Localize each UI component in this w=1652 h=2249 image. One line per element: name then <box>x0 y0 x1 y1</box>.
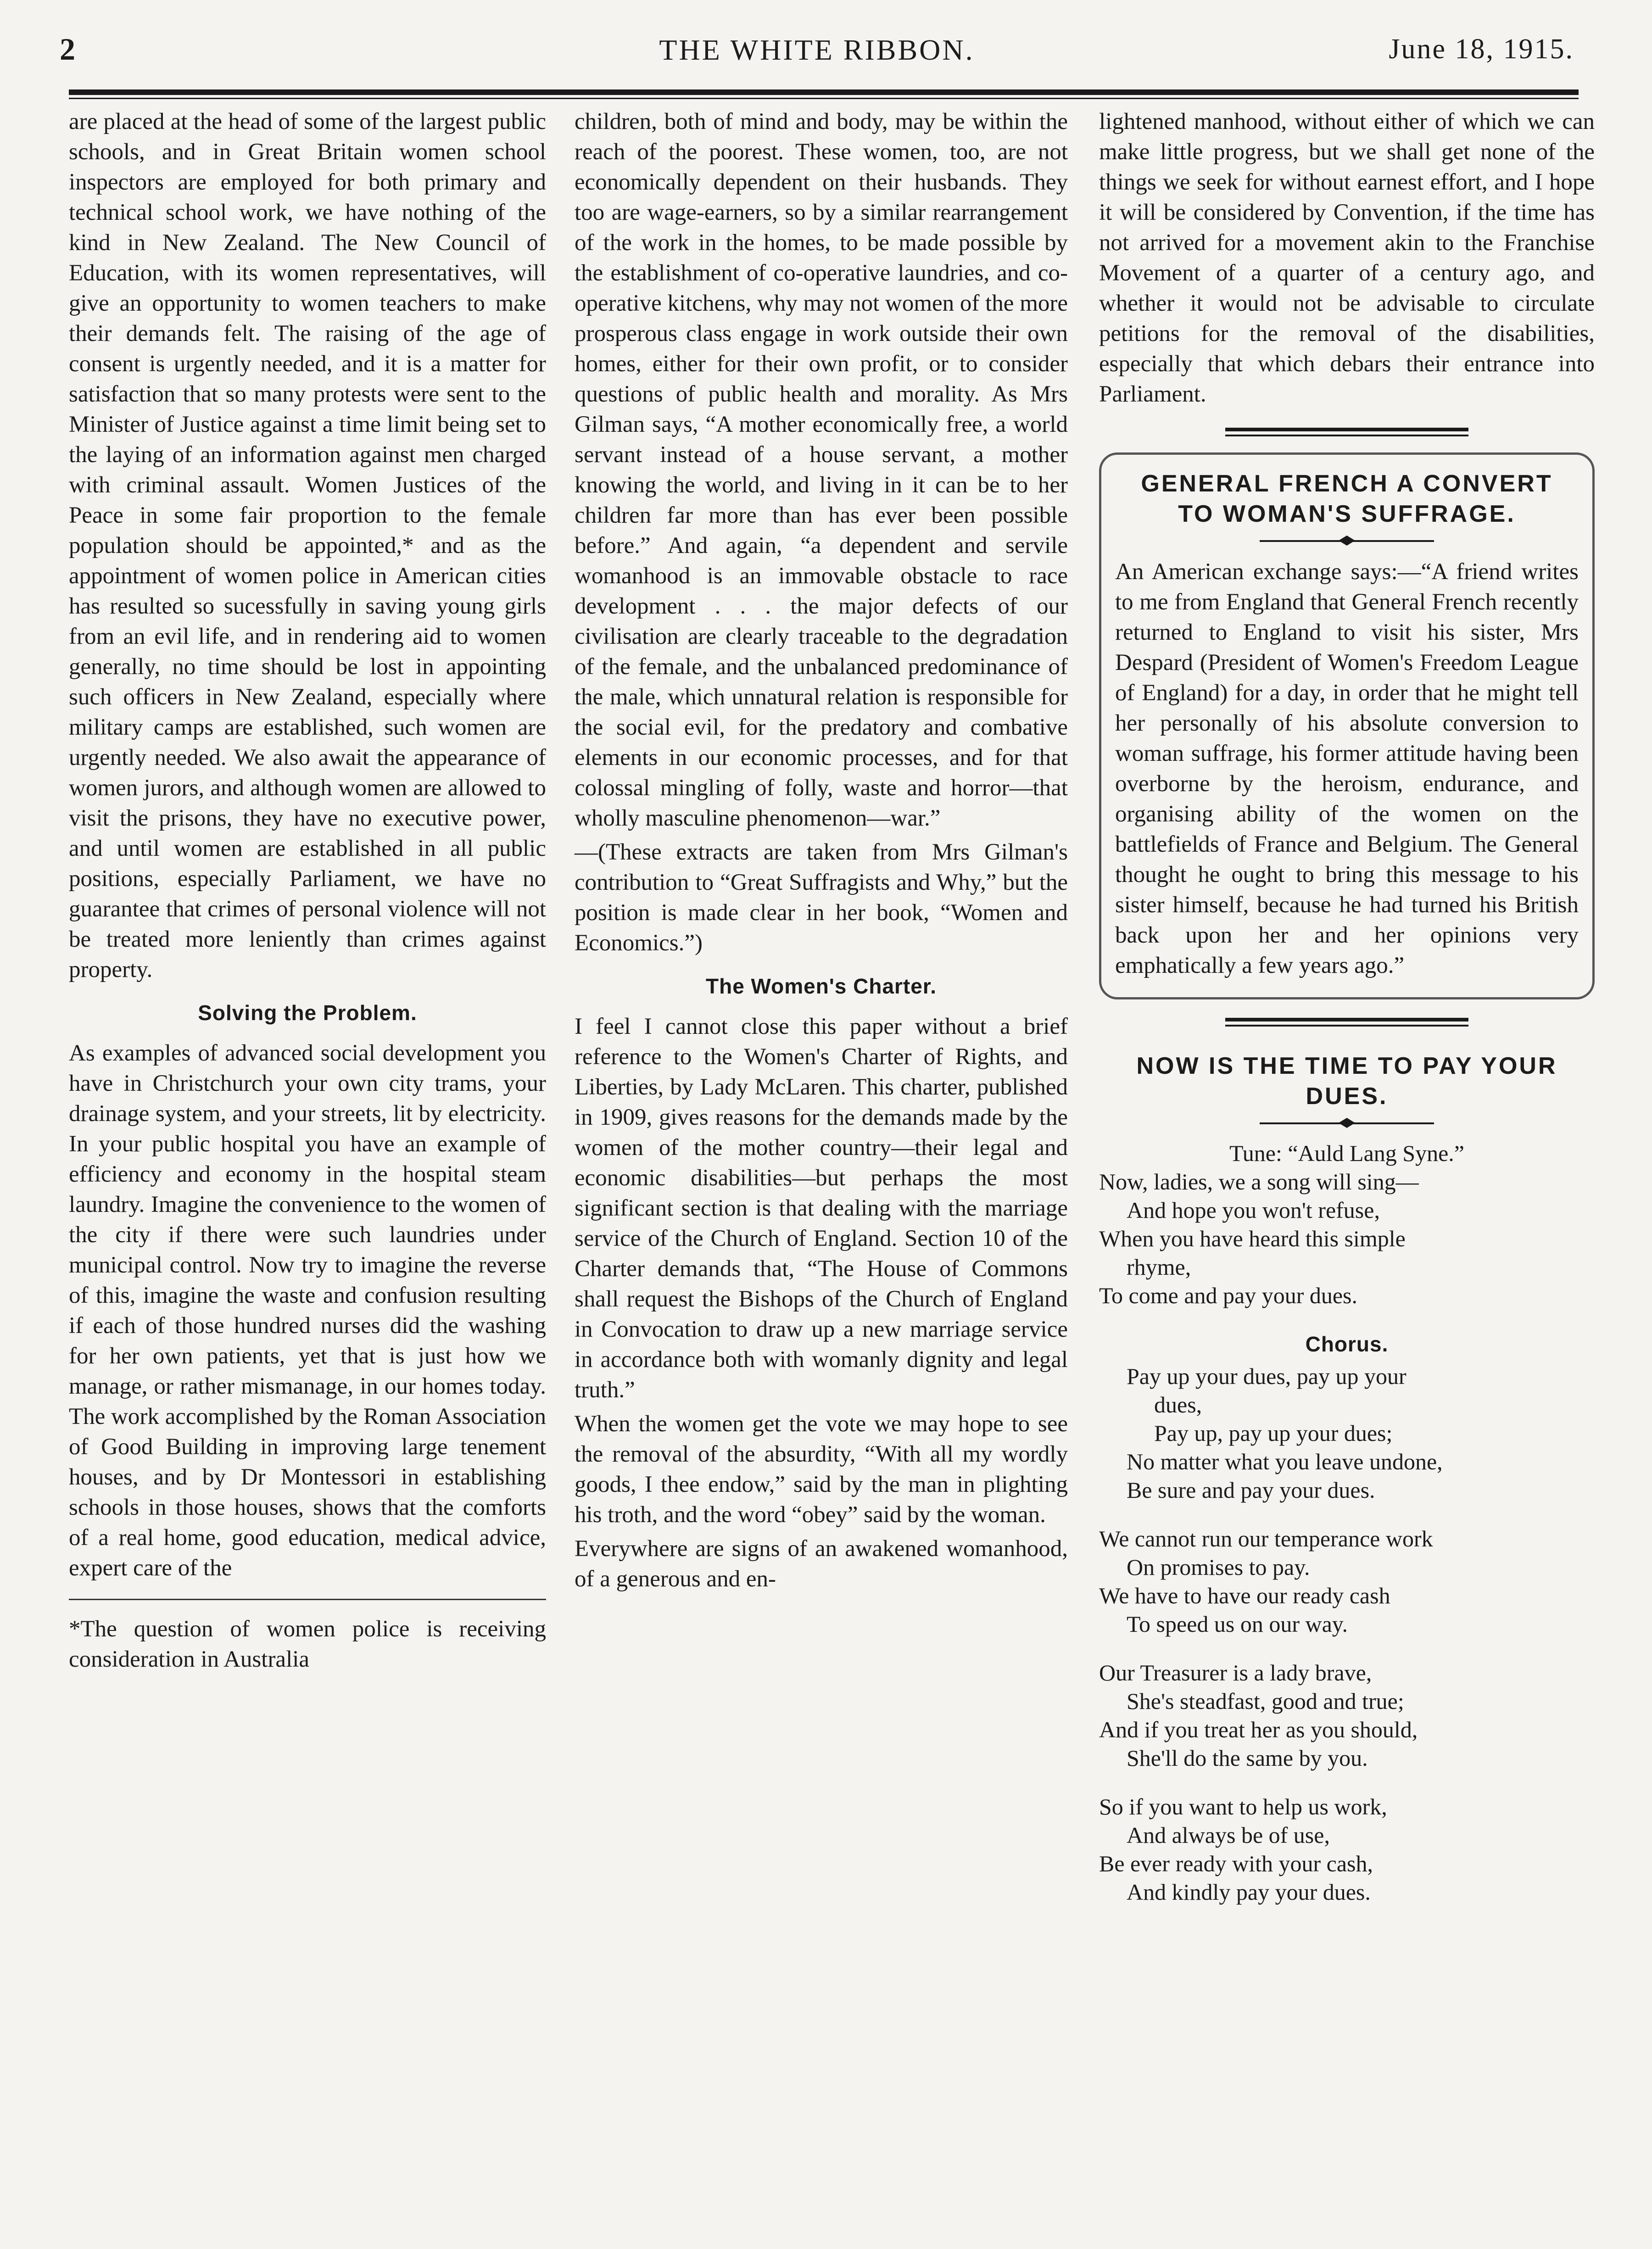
col3-paragraph-1: lightened manhood, without either of which we can make little progress, but we shall get none of the things we seek for without earnest effort, and I hope it will be considered by Convention, if the time has not arrived for a movement akin to the Franchise Movement of a quarter of a century ago, and whether it would not be advisable to circulate petitions for the removal of the disabilities, especially that which debars their entrance into Parliament. <box>1099 109 1595 407</box>
col2-paragraph-3: I feel I cannot close this paper without a brief reference to the Women's Charter of Rights, and Liberties, by Lady McLaren. This charter, published in 1909, gives reasons for the demands made by the women of the mother country—their legal and economic disabilities—but perhaps the most significant section is that dealing with the marriage service of the Church of England. Section 10 of the Charter demands that, “The House of Commons shall request the Bishops of the Church of England in Convocation to draw up a new marriage service in accordance both with womanly dignity and legal truth.” <box>575 1014 1068 1403</box>
section-divider <box>1225 428 1468 439</box>
chorus <box>1099 1362 1595 1504</box>
verse-line: She's steadfast, good and true; <box>1127 1688 1404 1714</box>
col2-paragraph-2: —(These extracts are taken from Mrs Gilman's contribution to “Great Suffragists and Why,” but the position is made clear in her book, “Women and Economics.”) <box>575 839 1068 956</box>
chorus-label: Chorus. <box>1305 1332 1389 1356</box>
verse-2 <box>1099 1524 1595 1638</box>
verse-line: To speed us on our way. <box>1127 1611 1348 1637</box>
box-text: An American exchange says:—“A friend writes to me from England that General French recently returned to England to visit his sister, Mrs Despard (President of Women's Freedom League of England) for a day, in order that he might tell her personally of his absolute conversion to woman suffrage, his former attitude having been overborne by the heroism, endurance, and organising ability of the women on the battlefields of France and Belgium. The General thought he ought to bring this message to his sister himself, because he had turned his British back upon her and her opinions very emphatically a few years ago.” <box>1115 559 1579 978</box>
song-tune: Tune: “Auld Lang Syne.” <box>1229 1140 1464 1166</box>
verse-line: We cannot run our temperance work <box>1099 1526 1433 1551</box>
issue-date: June 18, 1915. <box>1389 33 1574 65</box>
verse-line: Be ever ready with your cash, <box>1099 1851 1373 1876</box>
footnote-rule <box>69 1599 546 1600</box>
verse-line: And hope you won't refuse, <box>1127 1197 1380 1223</box>
verse-line: When you have heard this simple <box>1099 1226 1406 1251</box>
verse-line: We have to have our ready cash <box>1099 1583 1390 1608</box>
verse-line: To come and pay your dues. <box>1099 1283 1358 1308</box>
col2-paragraph-1: children, both of mind and body, may be within the reach of the poorest. These women, too, are not economically dependent on their husbands. They too are wage-earners, so by a similar rearrangement of the work in the homes, to be made possible by the establishment of co-operative laundries, and co-operative kitchens, why may not women of the more prosperous class engage in work outside their own homes, either for their own profit, or to consider questions of public health and morality. As Mrs Gilman says, “A mother economically free, a world servant instead of a house servant, a mother knowing the world, and living in it can be to her children far more than has ever been possible before.” And again, “a dependent and servile womanhood is an immovable obstacle to race development . . . the major defects of our civilisation are clearly traceable to the degradation of the female, and the unbalanced predominance of the male, which unnatural relation is responsible for the social evil, for the predatory and combative elements in our economic processes, and for that colossal mingling of folly, waste and horror—that wholly masculine phenomenon—war.” <box>575 109 1068 831</box>
verse-line: Pay up, pay up your dues; <box>1154 1420 1393 1446</box>
footnote: *The question of women police is receiving consideration in Australia <box>69 1616 546 1672</box>
col2-paragraph-4: When the women get the vote we may hope to see the removal of the absurdity, “With all my wordly goods, I thee endow,” said by the man in plighting his troth, and the word “obey” said by the woman. <box>575 1411 1068 1528</box>
verse-line: Pay up your dues, pay up your <box>1127 1363 1406 1389</box>
verse-line: So if you want to help us work, <box>1099 1794 1387 1819</box>
verse-line: Our Treasurer is a lady brave, <box>1099 1660 1372 1685</box>
verse-line: Be sure and pay your dues. <box>1127 1477 1375 1503</box>
column-1 <box>69 106 546 1678</box>
col2-paragraph-5: Everywhere are signs of an awakened womanhood, of a generous and en- <box>575 1536 1068 1592</box>
diamond-divider-2 <box>1260 1118 1434 1129</box>
subhead-womens-charter: The Women's Charter. <box>706 974 937 998</box>
verse-line: dues, <box>1154 1392 1202 1417</box>
general-french-box <box>1099 452 1595 999</box>
header-rule-thin <box>69 98 1579 99</box>
column-3 <box>1099 106 1595 1926</box>
col1-paragraph-2: As examples of advanced social development you have in Christchurch your own city trams, your drainage system, and your streets, lit by electricity. In your public hospital you have an example of efficiency and economy in the hospital steam laundry. Imagine the convenience to the women of the city if there were such laundries under municipal control. Now try to imagine the reverse of this, imagine the waste and confusion resulting if each of those hundred nurses did the washing for her own patients, yet that is just how we manage, or rather mismanage, in our homes today. The work accomplished by the Roman Association of Good Building in improving large tenement houses, and by Dr Montessori in establishing schools in those houses, shows that the comforts of a real home, good education, medical advice, expert care of the <box>69 1040 546 1581</box>
diamond-divider <box>1260 536 1434 547</box>
verse-1 <box>1099 1167 1595 1310</box>
song-text <box>1099 1139 1595 1906</box>
verse-line: And if you treat her as you should, <box>1099 1717 1418 1742</box>
verse-4 <box>1099 1792 1595 1906</box>
song-section <box>1099 1051 1595 1906</box>
verse-line: She'll do the same by you. <box>1127 1745 1368 1771</box>
page-number: 2 <box>60 32 75 67</box>
subhead-solving-problem: Solving the Problem. <box>198 1001 417 1025</box>
header-rule <box>69 89 1579 95</box>
section-divider-2 <box>1225 1018 1468 1029</box>
box-title-line-1: GENERAL FRENCH A CONVERT <box>1141 470 1553 497</box>
verse-line: Now, ladies, we a song will sing— <box>1099 1169 1419 1194</box>
publication-title: THE WHITE RIBBON. <box>659 33 975 66</box>
col1-paragraph-1: are placed at the head of some of the largest public schools, and in Great Britain women school inspectors are employed for both primary and technical school work, we have nothing of the kind in New Zealand. The New Council of Education, with its women representatives, will give an opportunity to women teachers to make their demands felt. The raising of the age of consent is urgently needed, and it is a matter for satisfaction that so many protests were sent to the Minister of Justice against a time limit being set to the laying of an information against men charged with criminal assault. Women Justices of the Peace in some fair proportion to the female population should be appointed,* and as the appointment of women police in American cities has resulted so sucessfully in saving young girls from an evil life, and in rendering aid to women generally, no time should be lost in appointing such officers in New Zealand, especially where military camps are established, such women are urgently needed. We also await the appearance of women jurors, and although women are allowed to visit the prisons, they have no executive power, and until women are established in all public positions, especially Parliament, we have no guarantee that crimes of personal violence will not be treated more leniently than crimes against property. <box>69 109 546 982</box>
verse-line: And kindly pay your dues. <box>1127 1879 1371 1905</box>
page-header <box>60 27 1574 77</box>
verse-line: And always be of use, <box>1127 1822 1330 1848</box>
box-title-line-2: TO WOMAN'S SUFFRAGE. <box>1178 501 1516 527</box>
verse-line: No matter what you leave undone, <box>1127 1449 1443 1474</box>
song-title-line-1: NOW IS THE TIME TO PAY YOUR <box>1136 1053 1557 1079</box>
verse-3 <box>1099 1658 1595 1772</box>
song-title-line-2: DUES. <box>1306 1083 1388 1110</box>
verse-line: On promises to pay. <box>1127 1554 1310 1580</box>
verse-line: rhyme, <box>1127 1254 1191 1280</box>
column-2 <box>575 106 1068 1598</box>
